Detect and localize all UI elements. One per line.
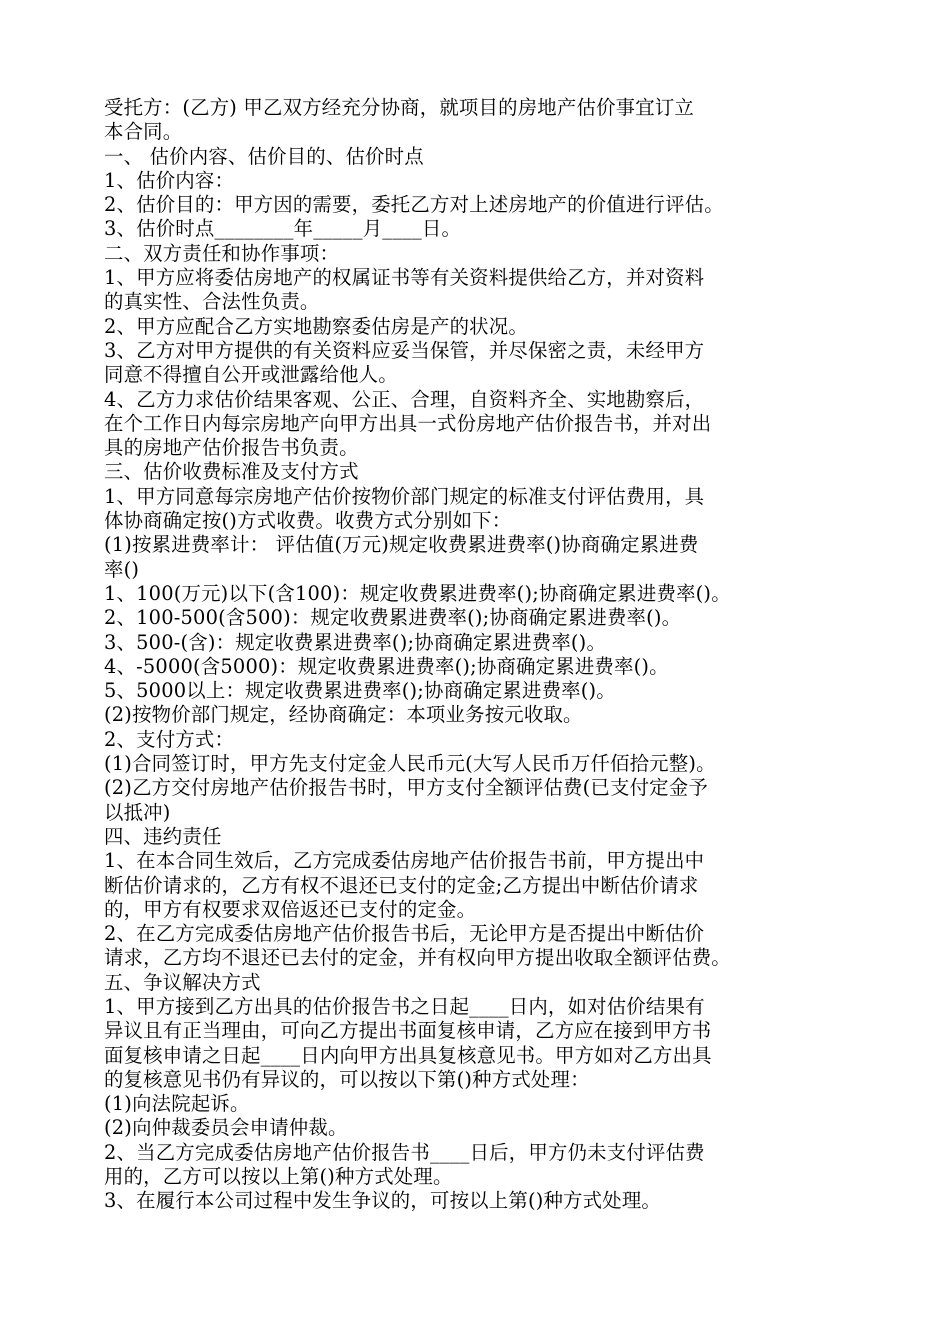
- text-line: 4、乙方力求估价结果客观、公正、合理，自资料齐全、实地勘察后，: [104, 387, 705, 411]
- text-line: 1、在本合同生效后，乙方完成委估房地产估价报告书前，甲方提出中: [104, 849, 705, 873]
- text-line: 3、估价时点________年_____月____日。: [104, 217, 462, 241]
- text-line: 2、估价目的：甲方因的需要，委托乙方对上述房地产的价值进行评估。: [104, 193, 724, 217]
- text-line: (1)向法院起诉。: [104, 1092, 250, 1116]
- text-line: (2)按物价部门规定，经协商确定：本项业务按元收取。: [104, 703, 583, 727]
- text-line: 2、当乙方完成委估房地产估价报告书____日后，甲方仍未支付评估费: [104, 1140, 705, 1164]
- text-line: 本合同。: [104, 120, 183, 144]
- text-line: (1)合同签订时，甲方先支付定金人民币元(大写人民币万仟佰拾元整)。: [104, 752, 716, 776]
- text-line: 1、甲方接到乙方出具的估价报告书之日起____日内，如对估价结果有: [104, 994, 705, 1018]
- text-line: 1、100(万元)以下(含100)：规定收费累进费率();协商确定累进费率()。: [104, 581, 731, 605]
- text-line: 4、-5000(含5000)：规定收费累进费率();协商确定累进费率()。: [104, 654, 669, 678]
- text-line: 面复核申请之日起____日内向甲方出具复核意见书。甲方如对乙方出具: [104, 1043, 712, 1067]
- section-heading: 五、争议解决方式: [104, 970, 261, 994]
- section-heading: 四、违约责任: [104, 824, 222, 848]
- text-line: 的，甲方有权要求双倍返还已支付的定金。: [104, 897, 477, 921]
- text-line: 在个工作日内每宗房地产向甲方出具一式份房地产估价报告书，并对出: [104, 411, 712, 435]
- section-heading: 三、估价收费标准及支付方式: [104, 460, 359, 484]
- text-line: 2、在乙方完成委估房地产估价报告书后，无论甲方是否提出中断估价: [104, 922, 705, 946]
- text-line: 2、支付方式：: [104, 727, 235, 751]
- text-line: (2)向仲裁委员会申请仲裁。: [104, 1116, 348, 1140]
- text-line: 受托方：(乙方) 甲乙双方经充分协商，就项目的房地产估价事宜订立: [104, 96, 695, 119]
- text-line: 率(): [104, 557, 140, 581]
- text-line: 的真实性、合法性负责。: [104, 290, 320, 314]
- text-line: 2、100-500(含500)：规定收费累进费率();协商确定累进费率()。: [104, 606, 682, 630]
- text-line: 请求，乙方均不退还已去付的定金，并有权向甲方提出收取全额评估费。: [104, 946, 731, 970]
- text-line: 体协商确定按()方式收费。收费方式分别如下：: [104, 509, 512, 533]
- section-heading: 一、 估价内容、估价目的、估价时点: [104, 144, 424, 168]
- text-line: 用的，乙方可以按以上第()种方式处理。: [104, 1165, 453, 1189]
- text-line: (2)乙方交付房地产估价报告书时，甲方支付全额评估费(已支付定金予: [104, 776, 708, 800]
- text-line: 具的房地产估价报告书负责。: [104, 436, 359, 460]
- text-line: (1)按累进费率计： 评估值(万元)规定收费累进费率()协商确定累进费: [104, 533, 699, 557]
- text-line: 5、5000以上：规定收费累进费率();协商确定累进费率()。: [104, 679, 616, 703]
- text-line: 以抵冲): [104, 800, 171, 824]
- text-line: 异议且有正当理由，可向乙方提出书面复核申请，乙方应在接到甲方书: [104, 1019, 712, 1043]
- text-line: 3、500-(含)：规定收费累进费率();协商确定累进费率()。: [104, 630, 607, 654]
- text-line: 断估价请求的，乙方有权不退还已支付的定金;乙方提出中断估价请求: [104, 873, 699, 897]
- text-line: 3、在履行本公司过程中发生争议的，可按以上第()种方式处理。: [104, 1189, 662, 1213]
- text-line: 的复核意见书仍有异议的，可以按以下第()种方式处理：: [104, 1067, 590, 1091]
- text-line: 2、甲方应配合乙方实地勘察委估房是产的状况。: [104, 314, 528, 338]
- text-line: 1、甲方应将委估房地产的权属证书等有关资料提供给乙方，并对资料: [104, 266, 705, 290]
- text-line: 1、甲方同意每宗房地产估价按物价部门规定的标准支付评估费用，具: [104, 484, 705, 508]
- text-line: 1、估价内容：: [104, 168, 235, 192]
- text-line: 同意不得擅自公开或泄露给他人。: [104, 363, 398, 387]
- section-heading: 二、双方责任和协作事项：: [104, 241, 340, 265]
- text-line: 3、乙方对甲方提供的有关资料应妥当保管，并尽保密之责，未经甲方: [104, 338, 705, 362]
